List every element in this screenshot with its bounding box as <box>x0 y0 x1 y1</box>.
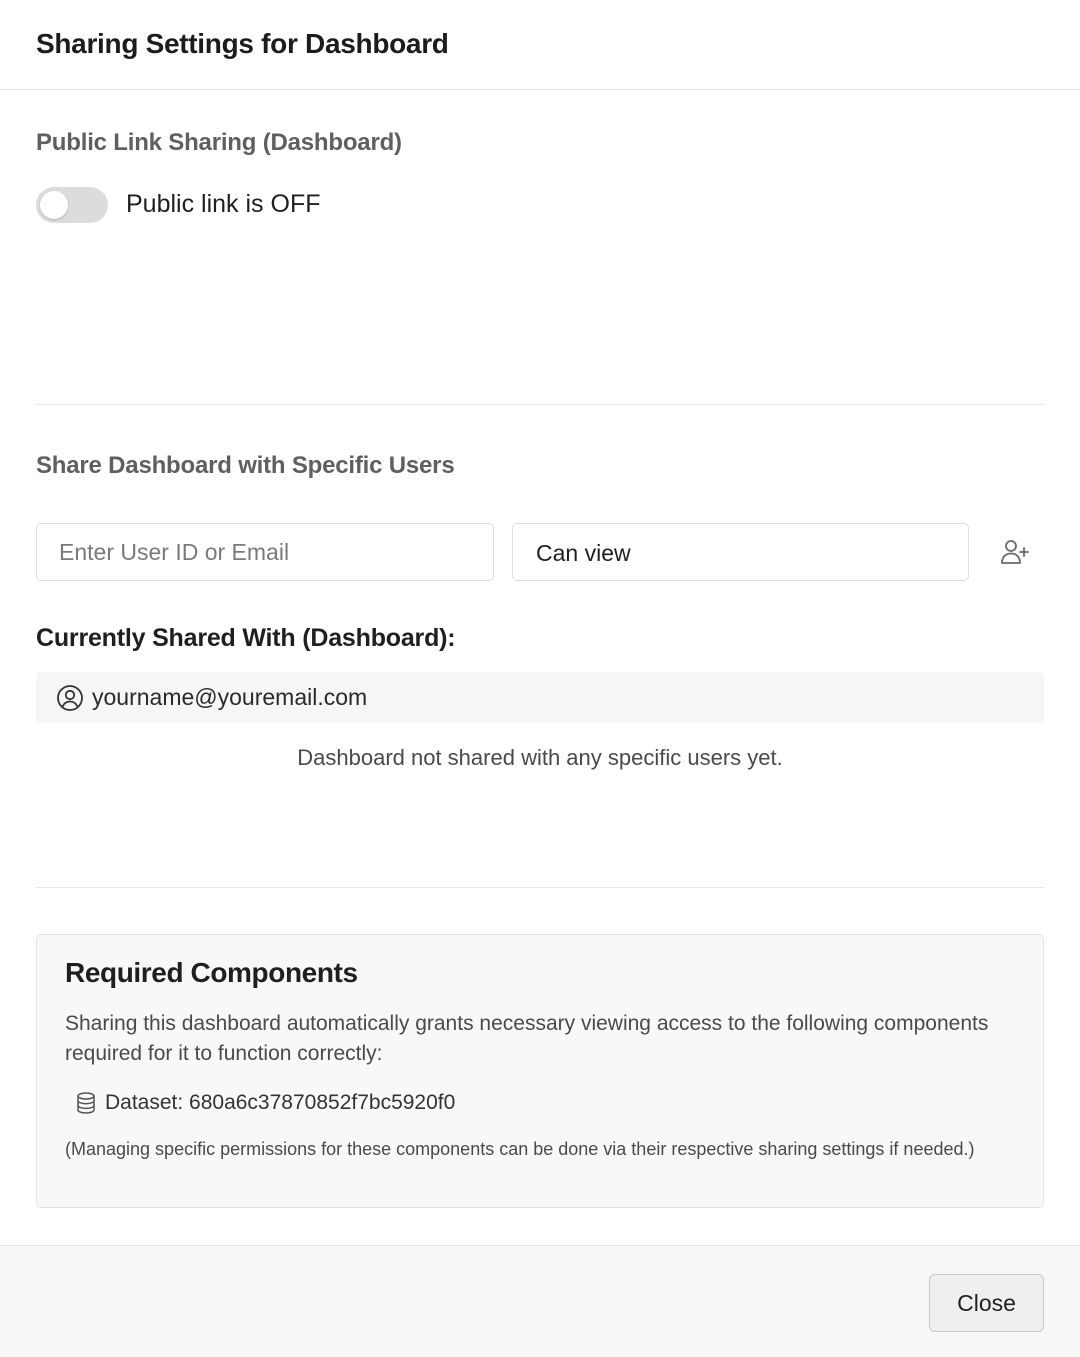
add-user-button[interactable] <box>992 530 1036 574</box>
close-button[interactable]: Close <box>929 1274 1044 1332</box>
shared-user-row <box>36 672 1044 723</box>
shared-with-heading: Currently Shared With (Dashboard): <box>36 624 456 652</box>
user-id-email-input[interactable] <box>36 523 494 581</box>
public-link-heading: Public Link Sharing (Dashboard) <box>36 129 402 156</box>
public-link-toggle[interactable] <box>36 187 108 223</box>
section-divider <box>36 887 1044 888</box>
dialog-title: Sharing Settings for Dashboard <box>36 28 449 59</box>
required-components-title: Required Components <box>65 957 358 988</box>
permission-selected-value: Can view <box>536 540 631 566</box>
user-circle-icon <box>56 684 84 712</box>
shared-empty-message: Dashboard not shared with any specific users yet. <box>297 745 783 770</box>
permission-select[interactable] <box>512 523 969 581</box>
add-user-icon <box>999 537 1029 567</box>
component-list-item <box>75 1089 455 1117</box>
required-components-card <box>36 934 1044 1208</box>
toggle-knob <box>40 191 68 219</box>
required-components-description: Sharing this dashboard automatically grants necessary viewing access to the following components required for it to function correctly: <box>65 1012 989 1065</box>
dialog-footer <box>0 1245 1080 1357</box>
share-users-heading: Share Dashboard with Specific Users <box>36 452 455 479</box>
component-item-label: Dataset: 680a6c37870852f7bc5920f0 <box>105 1091 456 1114</box>
public-link-status-label: Public link is OFF <box>126 190 321 218</box>
dialog-header <box>0 0 1080 90</box>
shared-user-email: yourname@youremail.com <box>92 684 368 710</box>
required-components-note: (Managing specific permissions for these components can be done via their respective sharing settings if needed.) <box>65 1139 975 1159</box>
section-divider <box>36 404 1044 405</box>
database-icon <box>75 1091 97 1115</box>
